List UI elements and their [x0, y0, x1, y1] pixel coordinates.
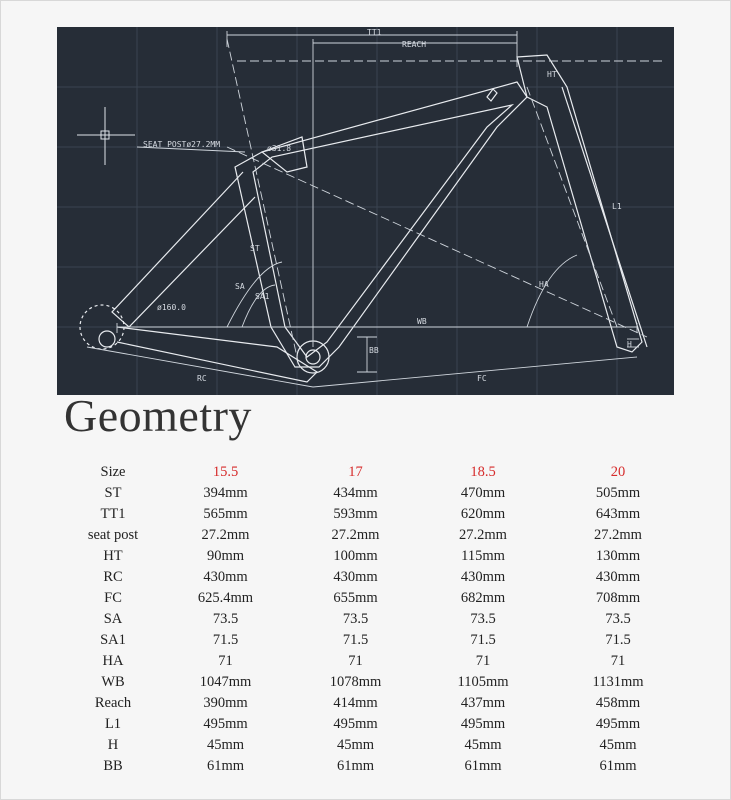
value-cell: 61mm [206, 758, 245, 774]
row-label-cell: BB [103, 758, 123, 774]
table-row [68, 483, 688, 504]
frame-geometry-drawing [57, 27, 674, 395]
row-label-cell: HT [103, 548, 123, 564]
value-cell: 73.5 [470, 611, 496, 627]
value-cell: 71 [610, 653, 626, 669]
value-cell: 495mm [460, 716, 506, 732]
value-cell: 1078mm [329, 674, 382, 690]
value-cell: 27.2mm [331, 527, 380, 543]
row-label-cell: SA [103, 611, 123, 627]
seat-clamp-label: ø31.8 [267, 144, 292, 153]
page-title: Geometry [64, 390, 252, 441]
table-row [68, 693, 688, 714]
value-cell: 414mm [333, 695, 378, 711]
value-cell: 505mm [595, 485, 641, 501]
value-cell: 71 [348, 653, 363, 669]
value-cell: 390mm [203, 695, 248, 711]
value-cell: 115mm [461, 548, 505, 564]
cad-svg [57, 27, 674, 395]
row-label-cell: FC [104, 590, 122, 606]
dim-tt1-label: TT1 [367, 28, 382, 37]
row-label-cell: SA1 [100, 632, 126, 648]
table-row [68, 714, 688, 735]
dropout-label: ø160.0 [157, 303, 186, 312]
dim-l1-label: L1 [612, 202, 622, 211]
dim-ht-label: HT [547, 70, 557, 79]
value-cell: 470mm [460, 485, 506, 501]
value-cell: 708mm [595, 590, 641, 606]
value-cell: 73.5 [605, 611, 631, 627]
value-cell: 458mm [595, 695, 641, 711]
table-row [68, 504, 688, 525]
value-cell: 73.5 [342, 611, 369, 627]
table-row [68, 756, 688, 777]
value-cell: 61mm [599, 758, 637, 774]
dim-h-label: H [627, 340, 632, 349]
value-cell: 71.5 [212, 632, 239, 648]
value-cell: 100mm [333, 548, 378, 564]
dim-st-label: ST [250, 244, 260, 253]
value-cell: 71.5 [342, 632, 369, 648]
row-label-cell: seat post [87, 527, 139, 543]
value-cell: 45mm [206, 737, 245, 753]
value-cell: 437mm [460, 695, 506, 711]
row-label-cell: HA [102, 653, 124, 669]
table-row [68, 672, 688, 693]
geometry-table-body [68, 462, 688, 777]
dim-wb-label: WB [417, 317, 427, 326]
value-cell: 643mm [595, 506, 641, 522]
bike-frame-outline [80, 55, 647, 382]
value-cell: 45mm [464, 737, 502, 753]
header-cell-size: 15.5 [212, 464, 239, 480]
value-cell: 655mm [333, 590, 378, 606]
header-cell-label: Size [100, 464, 126, 480]
table-row [68, 609, 688, 630]
dim-ha-label: HA [539, 280, 549, 289]
value-cell: 27.2mm [201, 527, 250, 543]
row-label-cell: H [107, 737, 119, 753]
value-cell: 1105mm [457, 674, 509, 690]
value-cell: 130mm [595, 548, 641, 564]
dim-reach-label: REACH [402, 40, 427, 49]
table-row [68, 525, 688, 546]
value-cell: 434mm [333, 485, 378, 501]
value-cell: 430mm [333, 569, 378, 585]
dim-bb-label: BB [369, 346, 379, 355]
table-row [68, 630, 688, 651]
value-cell: 495mm [595, 716, 641, 732]
value-cell: 45mm [336, 737, 375, 753]
value-cell: 495mm [333, 716, 378, 732]
value-cell: 71.5 [605, 632, 631, 648]
value-cell: 620mm [460, 506, 506, 522]
cad-grid [57, 27, 674, 395]
table-row [68, 546, 688, 567]
value-cell: 1131mm [592, 674, 644, 690]
value-cell: 73.5 [212, 611, 239, 627]
row-label-cell: TT1 [100, 506, 126, 522]
value-cell: 430mm [203, 569, 248, 585]
table-row [68, 651, 688, 672]
row-label-cell: ST [104, 485, 122, 501]
value-cell: 625.4mm [197, 590, 254, 606]
value-cell: 565mm [203, 506, 248, 522]
header-cell-size: 17 [348, 464, 363, 480]
value-cell: 1047mm [199, 674, 252, 690]
value-cell: 71.5 [470, 632, 496, 648]
dim-rc-label: RC [197, 374, 207, 383]
seat-post-label: SEAT POSTø27.2MM [143, 140, 221, 149]
table-row [68, 588, 688, 609]
header-cell-size: 20 [610, 464, 626, 480]
value-cell: 90mm [206, 548, 245, 564]
table-header-row [68, 462, 688, 483]
value-cell: 45mm [599, 737, 637, 753]
crosshair-icon [77, 107, 135, 165]
value-cell: 61mm [336, 758, 375, 774]
row-label-cell: WB [101, 674, 125, 690]
value-cell: 71 [218, 653, 233, 669]
value-cell: 61mm [464, 758, 502, 774]
header-cell-size: 18.5 [470, 464, 496, 480]
table-row [68, 735, 688, 756]
value-cell: 27.2mm [459, 527, 507, 543]
value-cell: 682mm [460, 590, 506, 606]
dim-fc-label: FC [477, 374, 487, 383]
row-label-cell: L1 [104, 716, 122, 732]
table-row [68, 567, 688, 588]
value-cell: 394mm [203, 485, 248, 501]
geometry-table [68, 462, 688, 777]
value-cell: 71 [475, 653, 491, 669]
value-cell: 27.2mm [594, 527, 642, 543]
dim-sa1-label: SA1 [255, 292, 270, 301]
dim-sa-label: SA [235, 282, 245, 291]
value-cell: 593mm [333, 506, 378, 522]
value-cell: 430mm [595, 569, 641, 585]
value-cell: 495mm [203, 716, 248, 732]
row-label-cell: Reach [94, 695, 132, 711]
value-cell: 430mm [460, 569, 506, 585]
row-label-cell: RC [103, 569, 123, 585]
